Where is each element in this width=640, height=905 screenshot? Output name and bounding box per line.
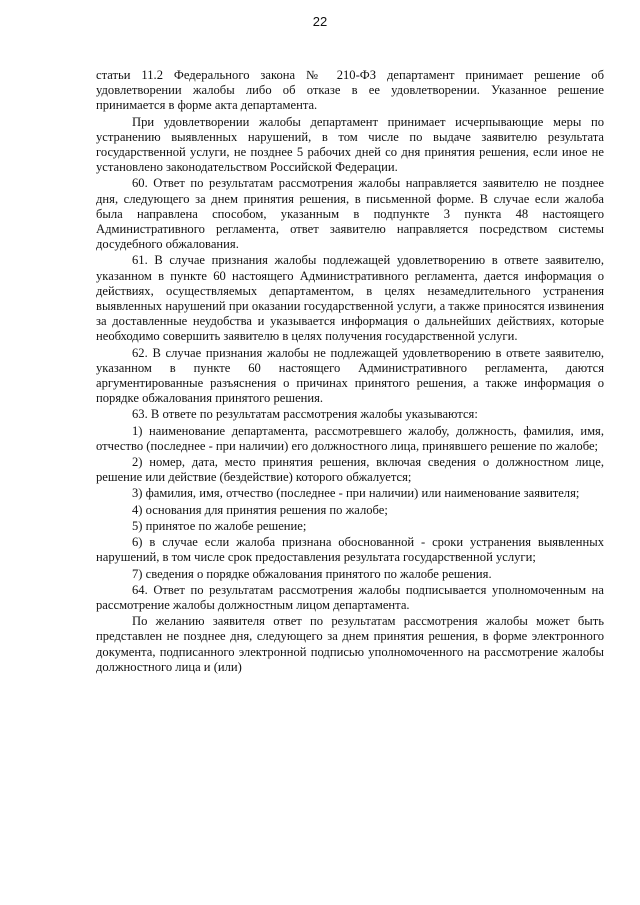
document-body: [96, 68, 604, 675]
paragraph-61: 61. В случае признания жалобы подлежащей удовлетворению в ответе заявителю, указанном в пункте 60 настоящего Административного регламента, дается информация о действиях, осуществляемых департаментом, в целях незамедлительного устранения выявленных нарушений при оказании государственной услуги, а также приносятся извинения за доставленные неудобства и указывается информация о дальнейших действиях, которые необходимо совершить заявителю в целях получения государственной услуги.: [96, 253, 604, 344]
page-number: 22: [312, 14, 328, 29]
list-item: 3) фамилия, имя, отчество (последнее - при наличии) или наименование заявителя;: [132, 486, 580, 501]
list-item: 2) номер, дата, место принятия решения, включая сведения о должностном лице, решение или действие (бездействие) которого обжалуется;: [96, 455, 604, 485]
paragraph: По желанию заявителя ответ по результатам рассмотрения жалобы может быть представлен не позднее дня, следующего за днем принятия решения, в форме электронного документа, подписанного электронной подписью уполномоченного на рассмотрение жалобы должностного лица и (или): [96, 614, 604, 674]
list-item: 6) в случае если жалоба признана обоснованной - сроки устранения выявленных нарушений, в том числе срок предоставления результата государственной услуги;: [96, 535, 604, 565]
paragraph-63: 63. В ответе по результатам рассмотрения жалобы указываются:: [132, 407, 478, 422]
paragraph: статьи 11.2 Федерального закона № 210-ФЗ департамент принимает решение об удовлетворении жалобы либо об отказе в ее удовлетворении. Указанное решение принимается в форме акта департамента.: [96, 68, 604, 113]
list-item: 4) основания для принятия решения по жалобе;: [132, 502, 388, 517]
paragraph-60: 60. Ответ по результатам рассмотрения жалобы направляется заявителю не позднее дня, следующего за днем принятия решения, в письменной форме. В случае если жалоба была направлена способом, указанным в подпункте 3 пункта 48 настоящего Административного регламента, ответ заявителю направляется посредством системы досудебного обжалования.: [96, 176, 604, 252]
paragraph: При удовлетворении жалобы департамент принимает исчерпывающие меры по устранению выявленных нарушений, в том числе по выдаче заявителю результата государственной услуги, не позднее 5 рабочих дней со дня принятия решения, если иное не установлено законодательством Российской Федерации.: [96, 114, 604, 175]
list-item: 7) сведения о порядке обжалования принятого по жалобе решения.: [132, 566, 492, 581]
paragraph-64: 64. Ответ по результатам рассмотрения жалобы подписывается уполномоченным на рассмотрение жалобы должностным лицом департамента.: [96, 582, 604, 612]
paragraph-62: 62. В случае признания жалобы не подлежащей удовлетворению в ответе заявителю, указанном в пункте 60 настоящего Административного регламента, даются аргументированные разъяснения о причинах принятого решения, а также информация о порядке обжалования принятого решения.: [96, 345, 604, 406]
list-item: 5) принятое по жалобе решение;: [132, 518, 307, 533]
list-item: 1) наименование департамента, рассмотревшего жалобу, должность, фамилия, имя, отчество (последнее - при наличии) его должностного лица, принявшего решение по жалобе;: [96, 423, 604, 453]
